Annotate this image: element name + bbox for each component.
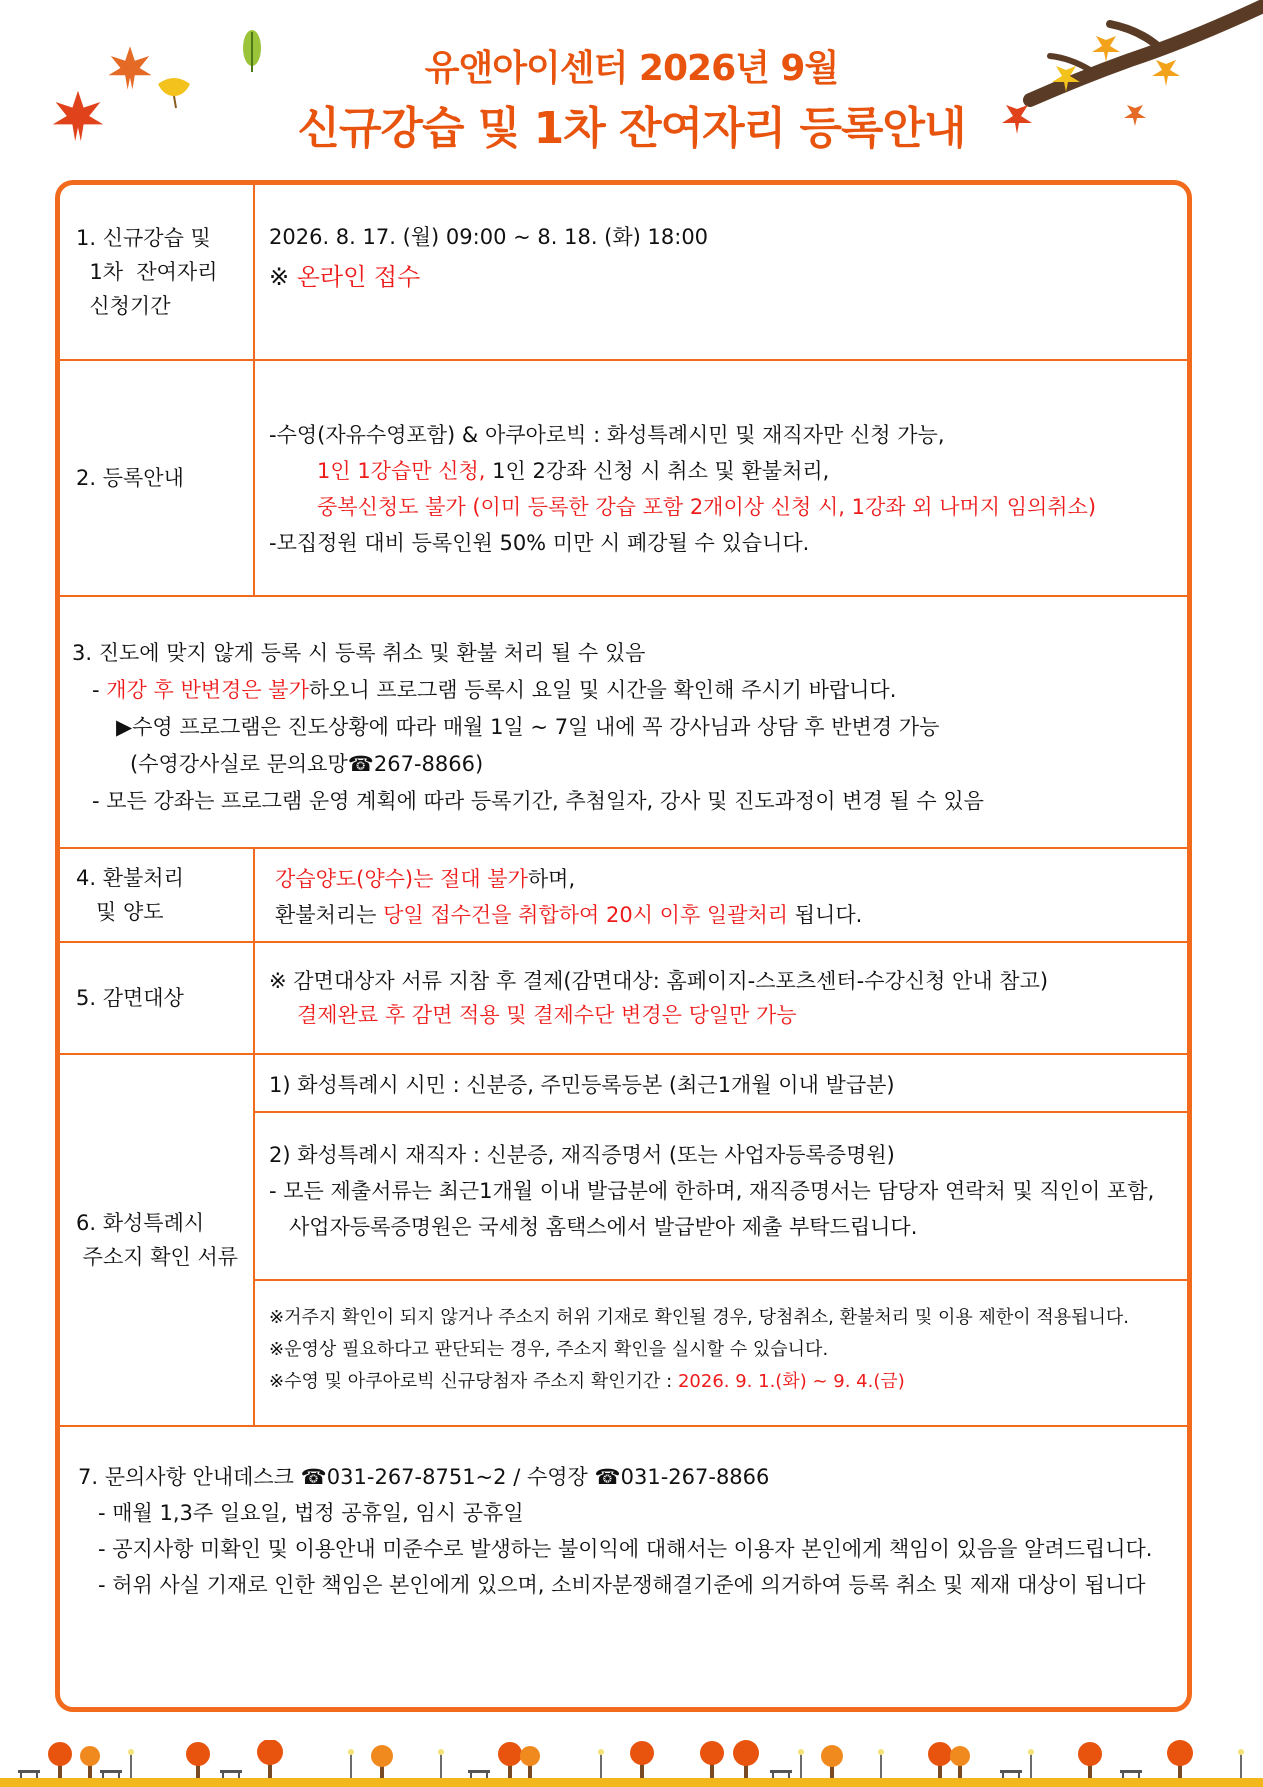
progress-line-1-red: 개강 후 반변경은 불가 [106, 678, 309, 702]
progress-line-2: ▶수영 프로그램은 진도상황에 따라 매월 1일 ~ 7일 내에 꼭 강사님과 상담 후 반변경 가능 [116, 715, 940, 739]
discount-line-1: ※ 감면대상자 서류 지참 후 결제(감면대상: 홈페이지-스포츠센터-수강신청 안내 참고) [269, 969, 1049, 993]
label-line: 4. 환불처리 [76, 866, 184, 890]
content-address-documents [255, 1055, 1187, 1425]
online-note [269, 257, 420, 292]
label-line: 1차 잔여자리 [76, 260, 218, 284]
worker-docs-3: 사업자등록증명원은 국세청 홈택스에서 발급받아 제출 부탁드립니다. [269, 1215, 918, 1239]
progress-heading: 3. 진도에 맞지 않게 등록 시 등록 취소 및 환불 처리 될 수 있음 [72, 641, 646, 665]
label-line: 및 양도 [76, 900, 164, 924]
citizen-docs: 1) 화성특례시 시민 : 신분증, 주민등록등본 (최근1개월 이내 발급분) [269, 1073, 895, 1097]
reg-line-1: -수영(자유수영포함) & 아쿠아로빅 : 화성특례시민 및 재직자만 신청 가능, [269, 423, 945, 447]
label-registration-info: 2. 등록안내 [60, 361, 255, 595]
progress-line-4: - 모든 강좌는 프로그램 운영 계획에 따라 등록기간, 추첨일자, 강사 및 진도과정이 변경 될 수 있음 [92, 789, 984, 813]
inquiry-heading: 7. 문의사항 안내데스크 ☎031-267-8751~2 / 수영장 ☎031-267-8866 [78, 1465, 770, 1489]
notice-table [55, 180, 1192, 1712]
refund-line-1-rest: 하며, [527, 867, 576, 891]
label-line: 6. 화성특례시 [76, 1211, 205, 1235]
row-progress-notice [60, 597, 1187, 849]
refund-line-2-a: 환불처리는 [275, 903, 384, 927]
label-line: 신청기간 [76, 294, 171, 318]
note-mark: ※ [269, 263, 297, 291]
reg-line-3: 중복신청도 불가 (이미 등록한 강습 포함 2개이상 신청 시, 1강좌 외 나머지 임의취소) [317, 495, 1097, 519]
row-inquiry [60, 1427, 1187, 1712]
address-note-2: ※운영상 필요하다고 판단되는 경우, 주소지 확인을 실시할 수 있습니다. [269, 1339, 829, 1360]
label-discount: 5. 감면대상 [60, 943, 255, 1053]
content-registration-info [255, 361, 1187, 595]
refund-line-2 [275, 899, 862, 929]
progress-line-1-prefix: - [92, 678, 107, 702]
address-check-period: 2026. 9. 1.(화) ~ 9. 4.(금) [677, 1371, 905, 1392]
autumn-street-decoration [0, 1740, 1263, 1787]
label-refund [60, 849, 255, 941]
reg-line-2-red: 1인 1강습만 신청, [317, 459, 486, 483]
content-refund [255, 849, 1187, 941]
address-note-3-a: ※수영 및 아쿠아로빅 신규당첨자 주소지 확인기간 : [269, 1371, 678, 1392]
documents-notes [255, 1281, 1187, 1427]
street-lamp-icon [128, 1749, 1244, 1778]
refund-line-1 [275, 863, 575, 893]
documents-citizen [255, 1055, 1187, 1113]
label-address-documents [60, 1055, 255, 1425]
progress-line-1 [92, 674, 896, 704]
reg-line-4: -모집정원 대비 등록인원 50% 미만 시 폐강될 수 있습니다. [269, 531, 810, 555]
page-title-line2: 신규강습 및 1차 잔여자리 등록안내 [297, 103, 966, 154]
discount-line-2: 결제완료 후 감면 적용 및 결제수단 변경은 당일만 가능 [297, 1003, 797, 1027]
row-refund [60, 849, 1187, 943]
label-line: 1. 신규강습 및 [76, 226, 211, 250]
documents-worker [255, 1113, 1187, 1281]
progress-line-3: (수영강사실로 문의요망☎267-8866) [130, 752, 484, 776]
refund-line-2-red: 당일 접수건을 취합하여 20시 이후 일괄처리 [383, 903, 789, 927]
row-registration-info [60, 361, 1187, 597]
online-label: 온라인 접수 [296, 263, 421, 291]
row-application-period [60, 185, 1187, 361]
row-address-documents [60, 1055, 1187, 1427]
inquiry-line-1: - 매월 1,3주 일요일, 법정 공휴일, 임시 공휴일 [98, 1501, 524, 1525]
refund-line-2-b: 됩니다. [788, 903, 863, 927]
worker-docs-2: - 모든 제출서류는 최근1개월 이내 발급분에 한하며, 재직증명서는 담당자 연락처 및 직인이 포함, [269, 1179, 1155, 1203]
inquiry-line-2: - 공지사항 미확인 및 이용안내 미준수로 발생하는 불이익에 대해서는 이용자 본인에게 책임이 있음을 알려드립니다. [98, 1537, 1153, 1561]
label-line: 주소지 확인 서류 [76, 1245, 239, 1269]
period-text: 2026. 8. 17. (월) 09:00 ~ 8. 18. (화) 18:00 [269, 225, 709, 249]
worker-docs-1: 2) 화성특례시 재직자 : 신분증, 재직증명서 (또는 사업자등록증명원) [269, 1143, 895, 1167]
refund-line-1-red: 강습양도(양수)는 절대 불가 [275, 867, 528, 891]
progress-line-1-rest: 하오니 프로그램 등록시 요일 및 시간을 확인해 주시기 바랍니다. [308, 678, 897, 702]
label-application-period [60, 185, 255, 359]
address-note-3 [269, 1367, 905, 1393]
row-discount [60, 943, 1187, 1055]
content-application-period [255, 185, 1187, 359]
inquiry-line-3: - 허위 사실 기재로 인한 책임은 본인에게 있으며, 소비자분쟁해결기준에 의거하여 등록 취소 및 제재 대상이 됩니다 [98, 1573, 1146, 1597]
page-title-line1: 유앤아이센터 2026년 9월 [424, 48, 839, 89]
address-note-1: ※거주지 확인이 되지 않거나 주소지 허위 기재로 확인될 경우, 당첨취소, 환불처리 및 이용 제한이 적용됩니다. [269, 1307, 1130, 1328]
bench-icon [18, 1770, 1142, 1778]
reg-line-2-rest: 1인 2강좌 신청 시 취소 및 환불처리, [485, 459, 830, 483]
content-discount [255, 943, 1187, 1053]
reg-line-2 [317, 455, 829, 485]
